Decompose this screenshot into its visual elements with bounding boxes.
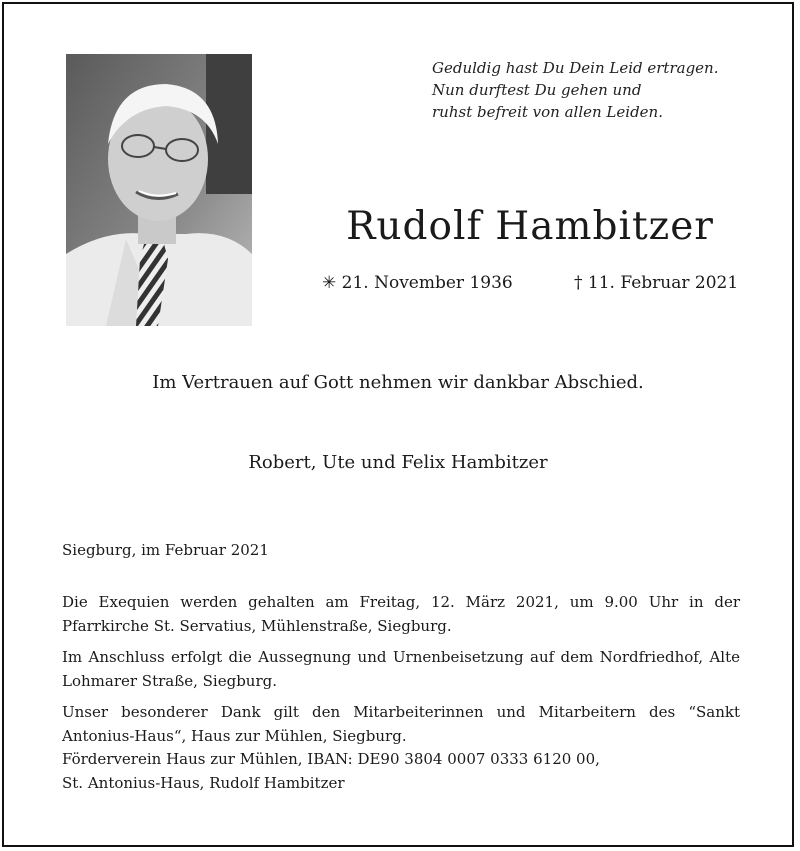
portrait-photo bbox=[66, 54, 252, 326]
aussegnung-paragraph: Im Anschluss erfolgt die Aussegnung und Urnenbeisetzung auf dem Nordfriedhof, Alte Lohmarer Straße, Siegburg. bbox=[62, 648, 740, 690]
farewell-text: Im Vertrauen auf Gott nehmen wir dankbar Abschied. bbox=[152, 372, 644, 393]
poem-line: ruhst befreit von allen Leiden. bbox=[432, 103, 663, 121]
donation-reference: St. Antonius-Haus, Rudolf Hambitzer bbox=[62, 773, 345, 792]
birth-date: ✳ 21. November 1936 bbox=[322, 273, 513, 293]
donation-line: Förderverein Haus zur Mühlen, IBAN: DE90 3804 0007 0333 6120 00, bbox=[62, 750, 600, 768]
deceased-name: Rudolf Hambitzer bbox=[346, 204, 714, 249]
death-date: † 11. Februar 2021 bbox=[574, 273, 739, 293]
exequien-paragraph: Die Exequien werden gehalten am Freitag, 12. März 2021, um 9.00 Uhr in der Pfarrkirche St. Servatius, Mühlenstraße, Siegburg. bbox=[62, 593, 740, 635]
funeral-details bbox=[62, 591, 740, 795]
mourners-names: Robert, Ute und Felix Hambitzer bbox=[248, 452, 548, 473]
poem bbox=[432, 57, 718, 123]
poem-line: Nun durftest Du gehen und bbox=[432, 81, 642, 99]
thanks-paragraph: Unser besonderer Dank gilt den Mitarbeiterinnen und Mitarbeitern des “Sankt Antonius-Haus“, Haus zur Mühlen, Siegburg. bbox=[62, 703, 740, 745]
place-date: Siegburg, im Februar 2021 bbox=[62, 541, 269, 559]
poem-line: Geduldig hast Du Dein Leid ertragen. bbox=[432, 59, 719, 77]
